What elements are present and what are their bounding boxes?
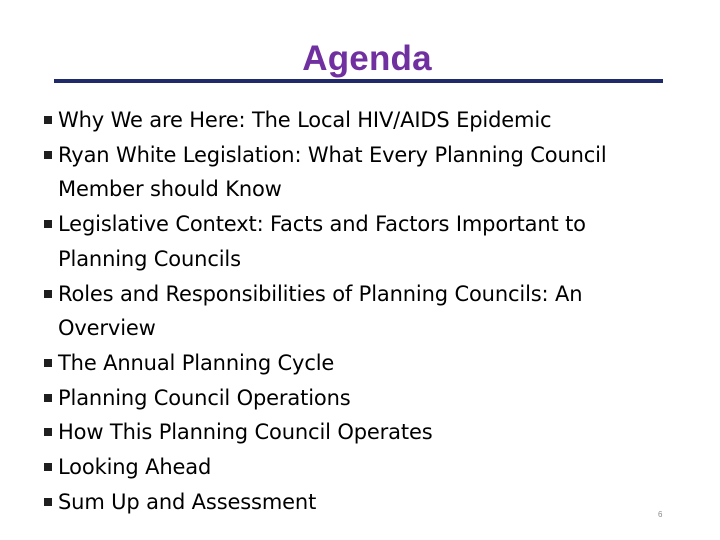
agenda-item xyxy=(44,415,684,450)
square-bullet-icon xyxy=(44,428,52,436)
agenda-item-text: Ryan White Legislation: What Every Planning Council xyxy=(58,142,607,167)
square-bullet-icon xyxy=(44,463,52,471)
agenda-item xyxy=(44,381,684,416)
agenda-item-text: Legislative Context: Facts and Factors Important to xyxy=(58,212,586,237)
agenda-item-text: Planning Council Operations xyxy=(58,385,351,410)
agenda-item-continuation: Member should Know xyxy=(58,177,282,202)
square-bullet-icon xyxy=(44,498,52,506)
agenda-item-text: Sum Up and Assessment xyxy=(58,489,317,514)
page-number: 6 xyxy=(658,510,663,519)
agenda-item xyxy=(44,450,684,485)
agenda-item xyxy=(44,485,684,520)
agenda-item xyxy=(44,103,684,138)
agenda-item-continuation: Planning Councils xyxy=(58,246,241,271)
agenda-item xyxy=(44,277,684,346)
square-bullet-icon xyxy=(44,290,52,298)
agenda-item-text: How This Planning Council Operates xyxy=(58,420,433,445)
slide-title: Agenda xyxy=(302,39,432,78)
square-bullet-icon xyxy=(44,116,52,124)
square-bullet-icon xyxy=(44,151,52,159)
agenda-item-continuation: Overview xyxy=(58,316,156,341)
agenda-list xyxy=(44,103,684,519)
agenda-item xyxy=(44,346,684,381)
agenda-item-text: Looking Ahead xyxy=(58,455,212,480)
agenda-item xyxy=(44,207,684,276)
agenda-item-text: Roles and Responsibilities of Planning Councils: An xyxy=(58,281,583,306)
agenda-item-text: Why We are Here: The Local HIV/AIDS Epidemic xyxy=(58,108,552,132)
title-underline xyxy=(54,79,663,83)
square-bullet-icon xyxy=(44,394,52,402)
square-bullet-icon xyxy=(44,220,52,228)
agenda-item-text: The Annual Planning Cycle xyxy=(58,350,335,375)
square-bullet-icon xyxy=(44,359,52,367)
agenda-item xyxy=(44,138,684,207)
